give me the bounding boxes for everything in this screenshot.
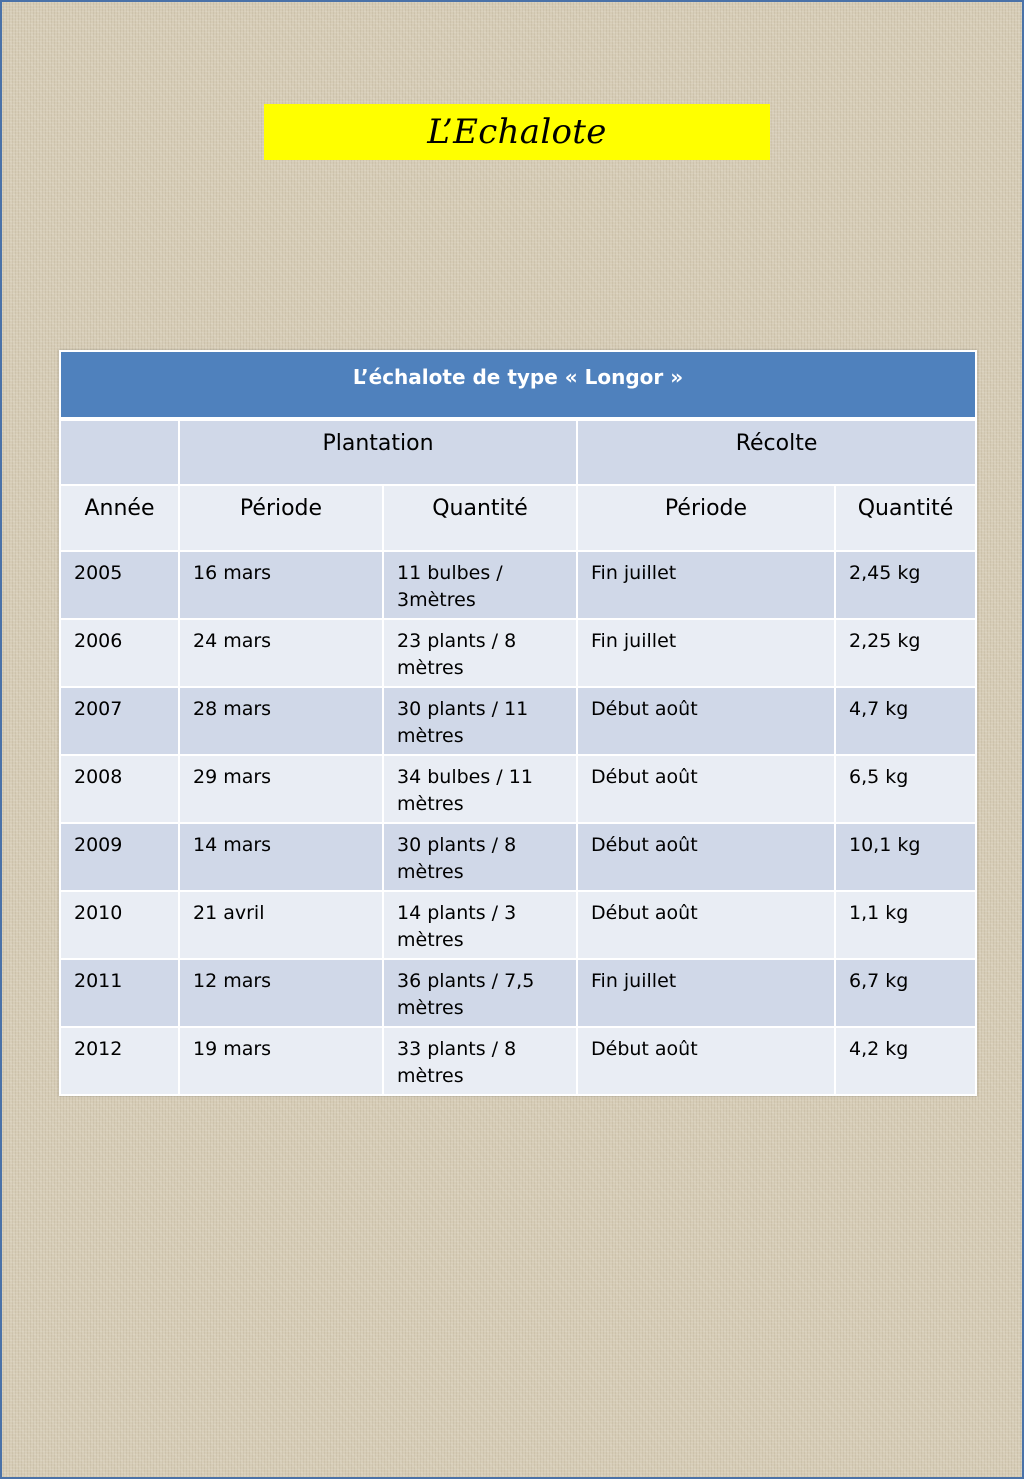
table-row xyxy=(60,959,976,1027)
column-header-plantation-quantite: Quantité xyxy=(383,485,577,551)
cell-recolte-periode: Fin juillet xyxy=(577,551,835,619)
group-header-recolte: Récolte xyxy=(577,419,976,485)
cell-recolte-quantite: 6,7 kg xyxy=(835,959,976,1027)
cell-annee: 2006 xyxy=(60,619,179,687)
cell-recolte-periode: Fin juillet xyxy=(577,619,835,687)
cell-recolte-quantite: 2,45 kg xyxy=(835,551,976,619)
cell-recolte-quantite: 6,5 kg xyxy=(835,755,976,823)
group-header-row xyxy=(60,419,976,485)
table-row xyxy=(60,823,976,891)
cell-plantation-quantite: 34 bulbes / 11 mètres xyxy=(383,755,577,823)
cell-plantation-periode: 21 avril xyxy=(179,891,383,959)
cell-plantation-periode: 12 mars xyxy=(179,959,383,1027)
cell-annee: 2005 xyxy=(60,551,179,619)
cell-recolte-quantite: 2,25 kg xyxy=(835,619,976,687)
cell-annee: 2008 xyxy=(60,755,179,823)
page-title: L’Echalote xyxy=(427,112,607,152)
cell-plantation-periode: 19 mars xyxy=(179,1027,383,1095)
cell-plantation-periode: 29 mars xyxy=(179,755,383,823)
cell-recolte-periode: Début août xyxy=(577,687,835,755)
cell-plantation-quantite: 11 bulbes / 3mètres xyxy=(383,551,577,619)
cell-plantation-periode: 28 mars xyxy=(179,687,383,755)
column-header-recolte-quantite: Quantité xyxy=(835,485,976,551)
table-caption: L’échalote de type « Longor » xyxy=(60,351,976,419)
cell-annee: 2010 xyxy=(60,891,179,959)
column-header-plantation-periode: Période xyxy=(179,485,383,551)
title-banner xyxy=(264,104,770,160)
cell-recolte-periode: Début août xyxy=(577,891,835,959)
cell-recolte-periode: Début août xyxy=(577,823,835,891)
cell-plantation-quantite: 23 plants / 8 mètres xyxy=(383,619,577,687)
harvest-table xyxy=(59,350,977,1096)
cell-annee: 2009 xyxy=(60,823,179,891)
group-header-empty xyxy=(60,419,179,485)
column-header-row xyxy=(60,485,976,551)
cell-plantation-quantite: 14 plants / 3 mètres xyxy=(383,891,577,959)
table-row xyxy=(60,551,976,619)
cell-plantation-quantite: 33 plants / 8 mètres xyxy=(383,1027,577,1095)
cell-annee: 2007 xyxy=(60,687,179,755)
cell-recolte-quantite: 10,1 kg xyxy=(835,823,976,891)
cell-plantation-quantite: 30 plants / 8 mètres xyxy=(383,823,577,891)
cell-recolte-periode: Début août xyxy=(577,755,835,823)
cell-plantation-periode: 24 mars xyxy=(179,619,383,687)
cell-plantation-periode: 14 mars xyxy=(179,823,383,891)
table-row xyxy=(60,1027,976,1095)
cell-plantation-quantite: 30 plants / 11 mètres xyxy=(383,687,577,755)
table-row xyxy=(60,755,976,823)
cell-annee: 2011 xyxy=(60,959,179,1027)
cell-plantation-quantite: 36 plants / 7,5 mètres xyxy=(383,959,577,1027)
column-header-annee: Année xyxy=(60,485,179,551)
table-caption-row xyxy=(60,351,976,419)
table-row xyxy=(60,619,976,687)
table-row xyxy=(60,687,976,755)
cell-annee: 2012 xyxy=(60,1027,179,1095)
group-header-plantation: Plantation xyxy=(179,419,577,485)
cell-plantation-periode: 16 mars xyxy=(179,551,383,619)
column-header-recolte-periode: Période xyxy=(577,485,835,551)
cell-recolte-quantite: 1,1 kg xyxy=(835,891,976,959)
cell-recolte-periode: Début août xyxy=(577,1027,835,1095)
table-row xyxy=(60,891,976,959)
cell-recolte-quantite: 4,7 kg xyxy=(835,687,976,755)
cell-recolte-periode: Fin juillet xyxy=(577,959,835,1027)
cell-recolte-quantite: 4,2 kg xyxy=(835,1027,976,1095)
